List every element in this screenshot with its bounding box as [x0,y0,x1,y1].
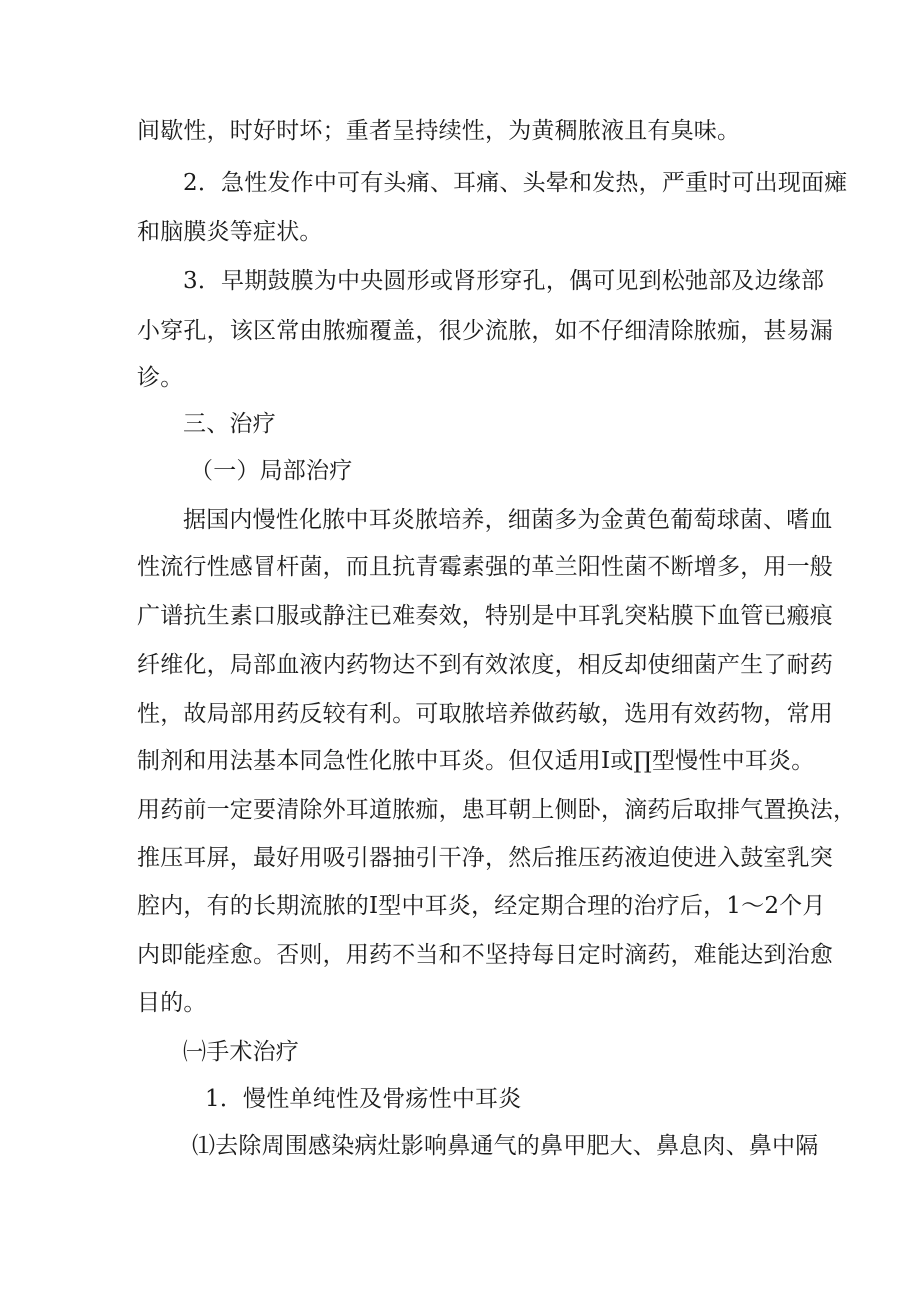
text-line: 小穿孔，该区常由脓痂覆盖，很少流脓，如不仔细清除脓痂，甚易漏 [137,318,833,344]
subsection-heading: （一）局部治疗 [190,458,353,484]
subsection-heading: ㈠手术治疗 [183,1039,299,1065]
text-line: 间歇性，时好时坏；重者呈持续性，为黄稠脓液且有臭味。 [137,118,741,144]
text-line: 制剂和用法基本同急性化脓中耳炎。但仅适用I或∏型慢性中耳炎。 [137,748,815,774]
section-heading: 三、治疗 [183,411,276,437]
text-line: 纤维化，局部血液内药物达不到有效浓度，相反却使细菌产生了耐药 [137,652,833,678]
text-line: 诊。 [137,365,184,391]
text-line: 推压耳屏，最好用吸引器抽引干净，然后推压药液迫使进入鼓室乳突 [137,845,833,871]
text-line: 2．急性发作中可有头痛、耳痛、头晕和发热，严重时可出现面瘫 [183,170,848,196]
text-line: 用药前一定要清除外耳道脓痂，患耳朝上侧卧，滴药后取排气置换法， [137,797,857,823]
text-line: 3．早期鼓膜为中央圆形或肾形穿孔，偶可见到松弛部及边缘部 [183,268,825,294]
list-heading: 1．慢性单纯性及骨疡性中耳炎 [205,1086,522,1112]
text-line: 腔内，有的长期流脓的I型中耳炎，经定期合理的治疗后，1～2个月 [137,893,826,919]
text-line: 广谱抗生素口服或静注已难奏效，特别是中耳乳突粘膜下血管已瘢痕 [137,603,833,629]
text-line: 性流行性感冒杆菌，而且抗青霉素强的革兰阳性菌不断增多，用一般 [137,554,833,580]
text-line: ⑴去除周围感染病灶影响鼻通气的鼻甲肥大、鼻息肉、鼻中隔 [192,1133,819,1159]
text-line: 内即能痊愈。否则，用药不当和不坚持每日定时滴药，难能达到治愈 [137,942,833,968]
text-line: 目的。 [137,990,207,1016]
text-line: 性，故局部用药反较有利。可取脓培养做药敏，选用有效药物，常用 [137,701,833,727]
text-line: 据国内慢性化脓中耳炎脓培养，细菌多为金黄色葡萄球菌、嗜血 [183,507,833,533]
text-line: 和脑膜炎等症状。 [137,219,323,245]
